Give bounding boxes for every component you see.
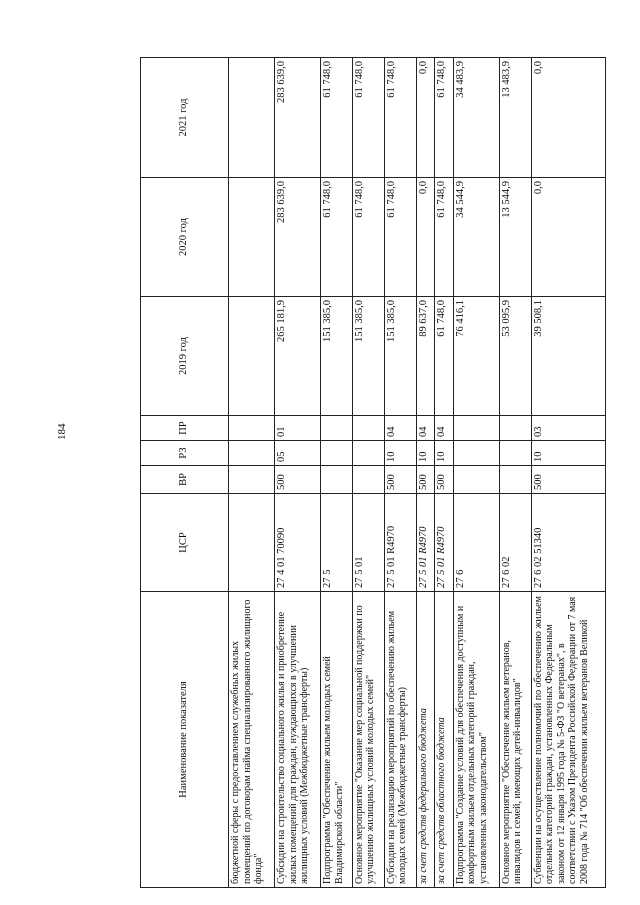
cell-pr [321, 416, 353, 441]
cell-csr: 27 6 [453, 494, 499, 592]
cell-name: Подпрограмма "Создание условий для обеспечения доступным и комфортным жильем отдельных категорий граждан, установленных законодательством" [453, 592, 499, 888]
cell-rz: 05 [275, 441, 321, 466]
cell-pr [453, 416, 499, 441]
cell-name: Основное мероприятие "Обеспечение жильем ветеранов, инвалидов и семей, имеющих детей-инвалидов" [499, 592, 531, 888]
cell-y2021 [229, 58, 275, 178]
cell-y2021: 0,0 [416, 58, 434, 178]
cell-y2021: 34 483,9 [453, 58, 499, 178]
cell-y2019: 61 748,0 [435, 297, 453, 416]
cell-csr: 27 5 01 R4970 [435, 494, 453, 592]
budget-table [140, 57, 606, 888]
cell-vr: 500 [531, 466, 605, 494]
cell-pr: 03 [531, 416, 605, 441]
cell-rz [499, 441, 531, 466]
cell-pr: 01 [275, 416, 321, 441]
cell-rz: 10 [531, 441, 605, 466]
cell-csr: 27 5 01 [352, 494, 384, 592]
cell-name: Основное мероприятие "Оказание мер социальной поддержки по улучшению жилищных условий молодых семей" [352, 592, 384, 888]
cell-y2020: 283 639,0 [275, 178, 321, 297]
cell-csr: 27 4 01 70090 [275, 494, 321, 592]
cell-rz [229, 441, 275, 466]
cell-rz: 10 [416, 441, 434, 466]
cell-name: Субсидии на реализацию мероприятий по обеспечению жильем молодых семей (Межбюджетные трансферты) [384, 592, 416, 888]
cell-pr: 04 [384, 416, 416, 441]
table-row [499, 58, 531, 888]
cell-vr: 500 [384, 466, 416, 494]
rotated-table-sheet [140, 58, 606, 888]
table-row [229, 58, 275, 888]
cell-name: бюджетной сферы с предоставлением служебных жилых помещений по договорам найма специализированного жилищного фонда" [229, 592, 275, 888]
header-rz: РЗ [141, 441, 229, 466]
cell-y2019: 151 385,0 [384, 297, 416, 416]
cell-csr: 27 6 02 51340 [531, 494, 605, 592]
cell-pr: 04 [416, 416, 434, 441]
cell-y2020: 13 544,9 [499, 178, 531, 297]
cell-rz [352, 441, 384, 466]
cell-rz: 10 [384, 441, 416, 466]
cell-pr [352, 416, 384, 441]
cell-csr [229, 494, 275, 592]
cell-rz: 10 [435, 441, 453, 466]
cell-vr [352, 466, 384, 494]
cell-y2019 [229, 297, 275, 416]
table-row [352, 58, 384, 888]
cell-name: за счет средств областного бюджета [435, 592, 453, 888]
header-pr: ПР [141, 416, 229, 441]
cell-vr [229, 466, 275, 494]
table-row [453, 58, 499, 888]
cell-csr: 27 6 02 [499, 494, 531, 592]
cell-y2021: 61 748,0 [321, 58, 353, 178]
cell-y2020: 61 748,0 [384, 178, 416, 297]
table-row [384, 58, 416, 888]
cell-vr [453, 466, 499, 494]
table-row [321, 58, 353, 888]
cell-rz [453, 441, 499, 466]
table-header-row [141, 58, 229, 888]
cell-name: Подпрограмма "Обеспечение жильем молодых семей Владимирской области" [321, 592, 353, 888]
table-row [435, 58, 453, 888]
cell-csr: 27 5 [321, 494, 353, 592]
cell-y2020: 61 748,0 [435, 178, 453, 297]
cell-y2020 [229, 178, 275, 297]
header-2019: 2019 год [141, 297, 229, 416]
cell-y2021: 0,0 [531, 58, 605, 178]
cell-y2021: 61 748,0 [435, 58, 453, 178]
cell-y2019: 76 416,1 [453, 297, 499, 416]
cell-y2021: 61 748,0 [352, 58, 384, 178]
cell-y2019: 89 637,0 [416, 297, 434, 416]
cell-y2021: 283 639,0 [275, 58, 321, 178]
cell-y2020: 61 748,0 [321, 178, 353, 297]
cell-vr [499, 466, 531, 494]
cell-y2019: 265 181,9 [275, 297, 321, 416]
cell-name: за счет средств федерального бюджета [416, 592, 434, 888]
cell-y2020: 61 748,0 [352, 178, 384, 297]
cell-y2019: 53 095,9 [499, 297, 531, 416]
table-row [531, 58, 605, 888]
cell-pr [229, 416, 275, 441]
cell-csr: 27 5 01 R4970 [416, 494, 434, 592]
cell-rz [321, 441, 353, 466]
cell-y2020: 0,0 [416, 178, 434, 297]
header-name: Наименование показателя [141, 592, 229, 888]
table-row [416, 58, 434, 888]
cell-y2019: 151 385,0 [352, 297, 384, 416]
header-2020: 2020 год [141, 178, 229, 297]
cell-y2019: 151 385,0 [321, 297, 353, 416]
cell-vr [321, 466, 353, 494]
page-number: 184 [56, 423, 68, 440]
cell-vr: 500 [416, 466, 434, 494]
header-2021: 2021 год [141, 58, 229, 178]
table-body [229, 58, 606, 888]
cell-pr [499, 416, 531, 441]
cell-y2021: 13 483,9 [499, 58, 531, 178]
header-vr: ВР [141, 466, 229, 494]
cell-pr: 04 [435, 416, 453, 441]
cell-y2021: 61 748,0 [384, 58, 416, 178]
cell-vr: 500 [275, 466, 321, 494]
cell-vr: 500 [435, 466, 453, 494]
cell-name: Субвенции на осуществление полномочий по обеспечению жильем отдельных категорий граждан, установленных Федеральным законом от 12 января 1995 года № 5-ФЗ "О ветеранах", в соответствии с Указом Президента Российской Федерации от 7 мая 2008 года № 714 "Об обеспечении жильем ветеранов Великой [531, 592, 605, 888]
cell-name: Субсидии на строительство социального жилья и приобретение жилых помещений для граждан, нуждающихся в улучшении жилищных условий (Межбюджетные трансферты) [275, 592, 321, 888]
header-csr: ЦСР [141, 494, 229, 592]
table-row [275, 58, 321, 888]
cell-csr: 27 5 01 R4970 [384, 494, 416, 592]
cell-y2020: 34 544,9 [453, 178, 499, 297]
cell-y2019: 39 508,1 [531, 297, 605, 416]
cell-y2020: 0,0 [531, 178, 605, 297]
